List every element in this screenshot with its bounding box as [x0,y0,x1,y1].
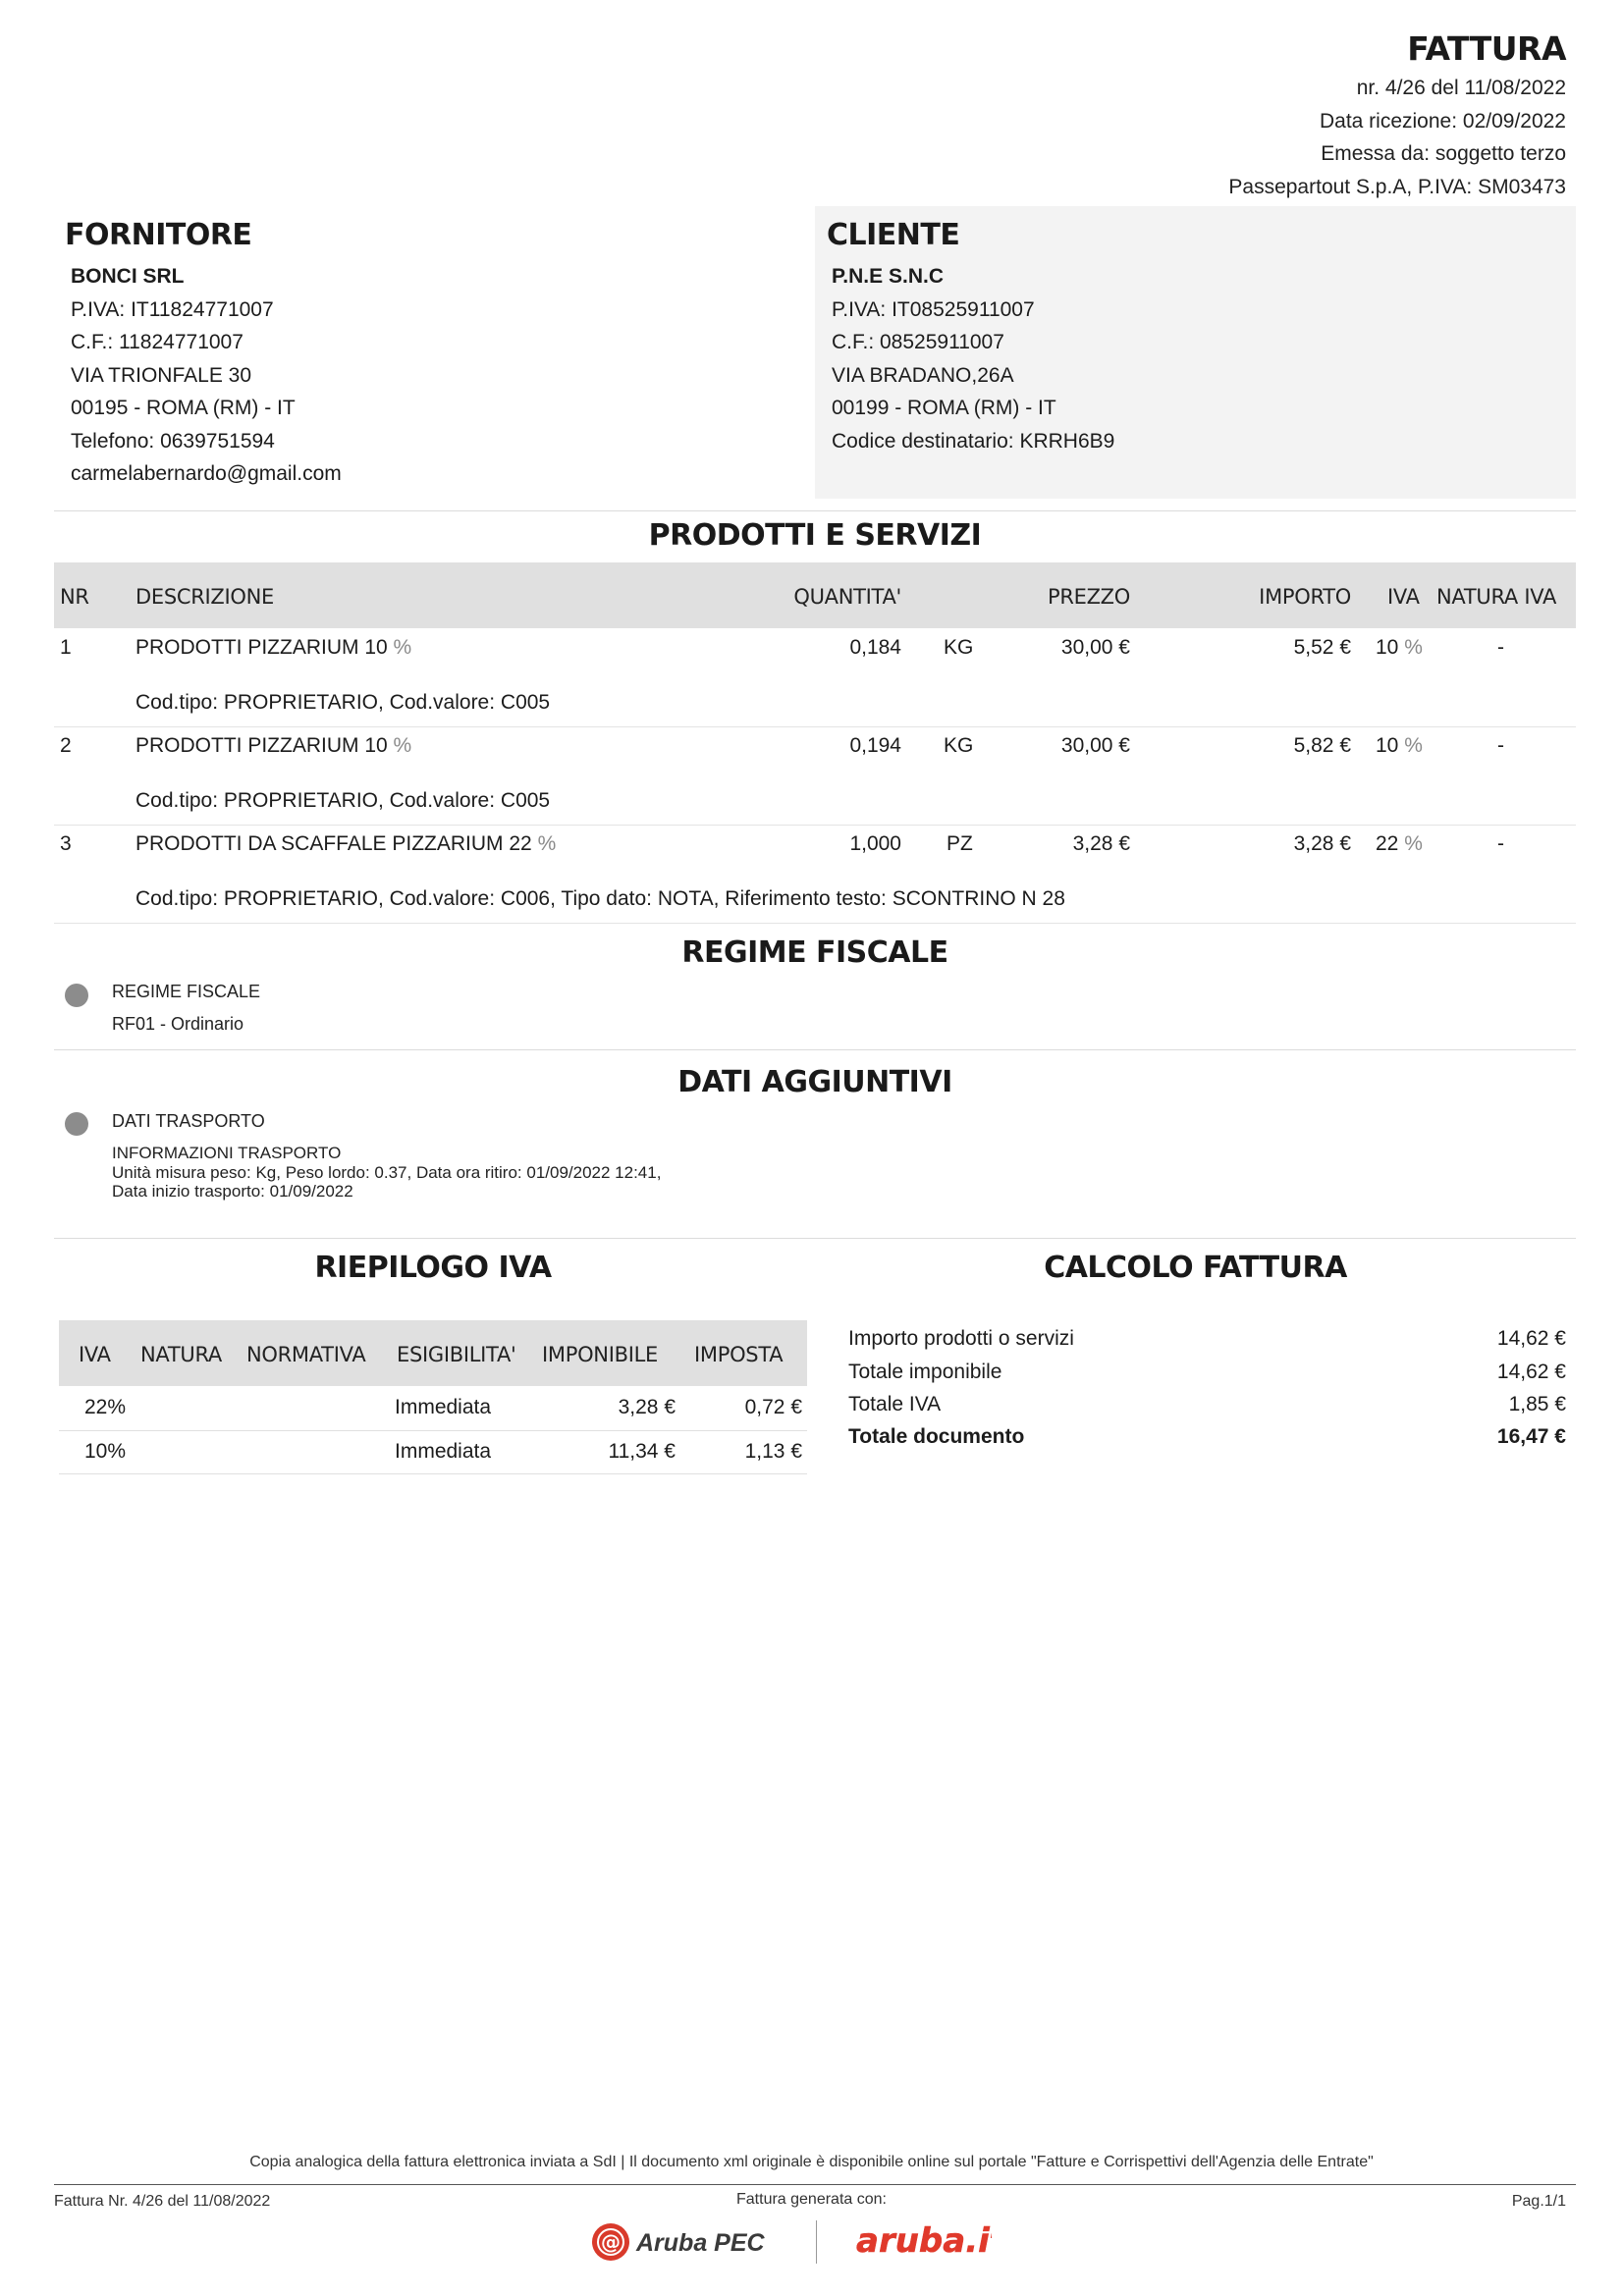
document-total-value: 16,47 € [1496,1425,1566,1448]
vat-col-nature: NATURA [140,1343,222,1366]
row-3-amount: 3,28 € [1293,832,1351,855]
receipt-date: Data ricezione: 02/09/2022 [1319,110,1566,133]
vat-row-1-rate: 22% [84,1396,127,1418]
client-vat: P.IVA: IT08525911007 [832,298,1035,321]
products-amount-value: 14,62 € [1496,1327,1566,1350]
col-nr: NR [60,585,89,609]
row-3-note: Cod.tipo: PROPRIETARIO, Cod.valore: C006, Tipo dato: NOTA, Riferimento testo: SCONTRINO N 28 [135,887,1065,910]
tax-regime-label: REGIME FISCALE [112,982,261,1001]
row-3-quantity: 1,000 [849,832,901,855]
aruba-it-logo [854,2216,992,2270]
row-3-vat: 22 % [1376,832,1423,855]
client-recipient-code: Codice destinatario: KRRH6B9 [832,430,1115,453]
supplier-address: VIA TRIONFALE 30 [71,364,252,387]
client-title: CLIENTE [827,218,960,252]
invoice-calc-title: CALCOLO FATTURA [1044,1251,1347,1285]
vat-row-2-tax: 1,13 € [744,1440,802,1463]
supplier-vat: P.IVA: IT11824771007 [71,298,274,321]
footer-page: Pag.1/1 [1511,2193,1566,2210]
vat-total-value: 1,85 € [1508,1393,1566,1415]
tax-regime-value: RF01 - Ordinario [112,1014,244,1034]
row-3-description: PRODOTTI DA SCAFFALE PIZZARIUM 22 % [135,832,557,855]
vat-total-label: Totale IVA [848,1393,942,1415]
vat-col-chargeability: ESIGIBILITA' [397,1343,516,1366]
document-total-label: Totale documento [848,1425,1025,1448]
taxable-total-label: Totale imponibile [848,1361,1002,1383]
row-1-nr: 1 [60,636,72,659]
aruba-it-wordmark: aruba.it [856,2221,992,2261]
vat-row-1-tax: 0,72 € [744,1396,802,1418]
row-2-vat: 10 % [1376,734,1423,757]
row-separator [59,1430,807,1431]
footer-note: Copia analogica della fattura elettronica inviata a SdI | Il documento xml originale è disponibile online sul portale "Fatture e Corrispettivi dell'Agenzia delle Entrate" [249,2154,1374,2170]
logo-divider [816,2220,817,2264]
col-amount: IMPORTO [1259,585,1351,609]
row-2-nr: 2 [60,734,72,757]
vat-col-rate: IVA [79,1343,111,1366]
vat-summary-title: RIEPILOGO IVA [314,1251,552,1285]
client-address: VIA BRADANO,26A [832,364,1014,387]
col-description: DESCRIZIONE [135,585,275,609]
footer-generated-with: Fattura generata con: [736,2191,887,2208]
taxable-total-value: 14,62 € [1496,1361,1566,1383]
row-2-amount: 5,82 € [1293,734,1351,757]
footer-divider [54,2184,1576,2185]
col-quantity: QUANTITA' [793,585,901,609]
aruba-pec-wordmark: Aruba PEC [636,2229,765,2257]
client-name: P.N.E S.N.C [832,265,944,288]
aruba-it-wordmark-icon [854,2216,992,2266]
row-1-amount: 5,52 € [1293,636,1351,659]
divider [54,1049,1576,1050]
row-2-price: 30,00 € [1060,734,1130,757]
row-1-quantity: 0,184 [849,636,901,659]
vat-row-1-chargeability: Immediata [395,1396,492,1418]
vat-row-2-taxable: 11,34 € [608,1440,676,1463]
row-2-description: PRODOTTI PIZZARIUM 10 % [135,734,412,757]
additional-data-title: DATI AGGIUNTIVI [677,1065,952,1099]
vat-row-2-chargeability: Immediata [395,1440,492,1463]
client-city: 00199 - ROMA (RM) - IT [832,397,1056,419]
invoice-number: nr. 4/26 del 11/08/2022 [1356,77,1566,99]
document-title: FATTURA [1407,29,1566,68]
row-2-quantity: 0,194 [849,734,901,757]
svg-text:@: @ [601,2230,621,2254]
transport-info-title: INFORMAZIONI TRASPORTO [112,1144,342,1162]
row-1-note: Cod.tipo: PROPRIETARIO, Cod.valore: C005 [135,691,551,714]
aruba-pec-logo [589,2220,781,2260]
row-1-unit: KG [944,636,974,659]
supplier-city: 00195 - ROMA (RM) - IT [71,397,296,419]
supplier-email: carmelabernardo@gmail.com [71,462,342,485]
row-3-vat-nature: - [1497,832,1504,855]
row-3-unit: PZ [947,832,973,855]
row-1-price: 30,00 € [1060,636,1130,659]
vat-row-2-rate: 10% [84,1440,127,1463]
transport-start-date: Data inizio trasporto: 01/09/2022 [112,1182,353,1201]
col-vat: IVA [1387,585,1420,609]
transport-info-line: Unità misura peso: Kg, Peso lordo: 0.37, Data ora ritiro: 01/09/2022 12:41, [112,1163,662,1182]
row-1-vat-nature: - [1497,636,1504,659]
row-separator [54,726,1576,727]
row-separator [54,923,1576,924]
vat-col-tax: IMPOSTA [694,1343,784,1366]
row-3-price: 3,28 € [1072,832,1130,855]
aruba-pec-seal-icon [589,2220,781,2264]
vat-col-taxable: IMPONIBILE [542,1343,658,1366]
products-title: PRODOTTI E SERVIZI [648,518,982,553]
row-1-description: PRODOTTI PIZZARIUM 10 % [135,636,412,659]
bullet-icon [65,1112,88,1136]
client-tax-code: C.F.: 08525911007 [832,331,1004,353]
transport-label: DATI TRASPORTO [112,1111,265,1131]
row-1-vat: 10 % [1376,636,1423,659]
divider [54,1238,1576,1239]
vat-col-rule: NORMATIVA [246,1343,366,1366]
col-vat-nature: NATURA IVA [1436,585,1557,609]
supplier-tax-code: C.F.: 11824771007 [71,331,243,353]
bullet-icon [65,984,88,1007]
tax-regime-title: REGIME FISCALE [681,935,948,970]
supplier-name: BONCI SRL [71,265,185,288]
products-amount-label: Importo prodotti o servizi [848,1327,1074,1350]
issued-by: Emessa da: soggetto terzo [1321,142,1566,165]
vat-row-1-taxable: 3,28 € [618,1396,676,1418]
third-party-info: Passepartout S.p.A, P.IVA: SM03473 [1228,176,1566,198]
divider [54,510,1576,511]
row-2-note: Cod.tipo: PROPRIETARIO, Cod.valore: C005 [135,789,551,812]
row-2-unit: KG [944,734,974,757]
supplier-phone: Telefono: 0639751594 [71,430,275,453]
col-price: PREZZO [1047,585,1130,609]
row-separator [59,1473,807,1474]
supplier-title: FORNITORE [65,218,252,252]
row-2-vat-nature: - [1497,734,1504,757]
row-separator [54,825,1576,826]
footer-invoice-ref: Fattura Nr. 4/26 del 11/08/2022 [54,2193,271,2210]
row-3-nr: 3 [60,832,72,855]
